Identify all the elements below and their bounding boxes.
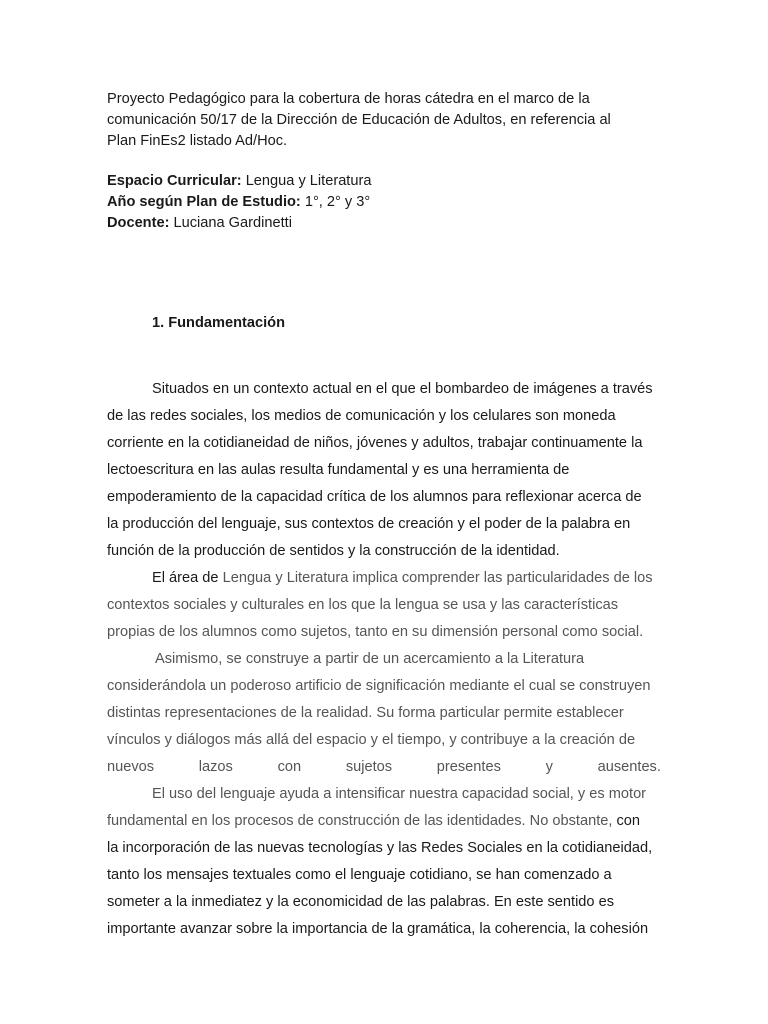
- word: sujetos: [345, 759, 393, 775]
- paragraph-line: distintas representaciones de la realidad. Su forma particular permite establecer: [107, 705, 624, 721]
- paragraph-text: con: [616, 813, 641, 829]
- paragraph-line: contextos sociales y culturales en los que la lengua se usa y las características: [107, 597, 619, 613]
- word: y: [545, 759, 553, 775]
- paragraph-line: El uso del lenguaje ayuda a intensificar nuestra capacidad social, y es motor: [152, 786, 647, 802]
- paragraph-line: tanto los mensajes textuales como el lenguaje cotidiano, se han comenzado a: [107, 867, 612, 883]
- word: con: [277, 759, 302, 775]
- teacher-label: Docente:: [107, 215, 170, 231]
- curricular-space-value: Lengua y Literatura: [241, 173, 372, 189]
- word: ausentes.: [597, 759, 661, 775]
- paragraph-line: de las redes sociales, los medios de comunicación y los celulares son moneda: [107, 408, 616, 424]
- paragraph-text: fundamental en los procesos de construcción de las identidades. No obstante,: [107, 813, 617, 829]
- paragraph-line: someter a la inmediatez y la economicidad de las palabras. En este sentido es: [107, 894, 615, 910]
- justified-line: [107, 754, 661, 781]
- intro-line: Proyecto Pedagógico para la cobertura de horas cátedra en el marco de la: [107, 91, 590, 107]
- paragraph-text: Lengua y Literatura implica comprender las particularidades de los: [222, 570, 653, 586]
- curricular-space-row: [107, 171, 667, 192]
- teacher-value: Luciana Gardinetti: [169, 215, 292, 231]
- course-metadata: [107, 171, 667, 234]
- intro-line: Plan FinEs2 listado Ad/Hoc.: [107, 133, 288, 149]
- paragraph-line: [107, 808, 661, 835]
- teacher-row: [107, 213, 667, 234]
- body-text: [107, 376, 661, 943]
- intro-line: comunicación 50/17 de la Dirección de Educación de Adultos, en referencia al: [107, 112, 611, 128]
- paragraph-line: propias de los alumnos como sujetos, tanto en su dimensión personal como social.: [107, 624, 644, 640]
- word: nuevos: [107, 759, 155, 775]
- section-title: 1. Fundamentación: [152, 315, 285, 331]
- paragraph-line: vínculos y diálogos más allá del espacio y el tiempo, y contribuye a la creación de: [107, 732, 636, 748]
- paragraph-line: [107, 565, 661, 592]
- study-year-label: Año según Plan de Estudio:: [107, 194, 301, 210]
- paragraph-line: importante avanzar sobre la importancia de la gramática, la coherencia, la cohesión: [107, 921, 649, 937]
- word: presentes: [436, 759, 501, 775]
- paragraph-line: lectoescritura en las aulas resulta fundamental y es una herramienta de: [107, 462, 570, 478]
- study-year-row: [107, 192, 667, 213]
- paragraph-text: El área de: [152, 570, 223, 586]
- curricular-space-label: Espacio Curricular:: [107, 173, 242, 189]
- paragraph-line: la incorporación de las nuevas tecnologías y las Redes Sociales en la cotidianeidad,: [107, 840, 653, 856]
- paragraph-line: Situados en un contexto actual en el que el bombardeo de imágenes a través: [152, 381, 653, 397]
- project-intro: [107, 89, 667, 152]
- paragraph-line: corriente en la cotidianeidad de niños, jóvenes y adultos, trabajar continuamente la: [107, 435, 643, 451]
- paragraph-line: Asimismo, se construye a partir de un acercamiento a la Literatura: [155, 651, 585, 667]
- study-year-value: 1°, 2° y 3°: [300, 194, 371, 210]
- paragraph-line: la producción del lenguaje, sus contextos de creación y el poder de la palabra en: [107, 516, 631, 532]
- paragraph-line: empoderamiento de la capacidad crítica de los alumnos para reflexionar acerca de: [107, 489, 642, 505]
- paragraph-line: función de la producción de sentidos y la construcción de la identidad.: [107, 543, 560, 559]
- word: lazos: [198, 759, 233, 775]
- paragraph-line: considerándola un poderoso artificio de significación mediante el cual se construyen: [107, 678, 651, 694]
